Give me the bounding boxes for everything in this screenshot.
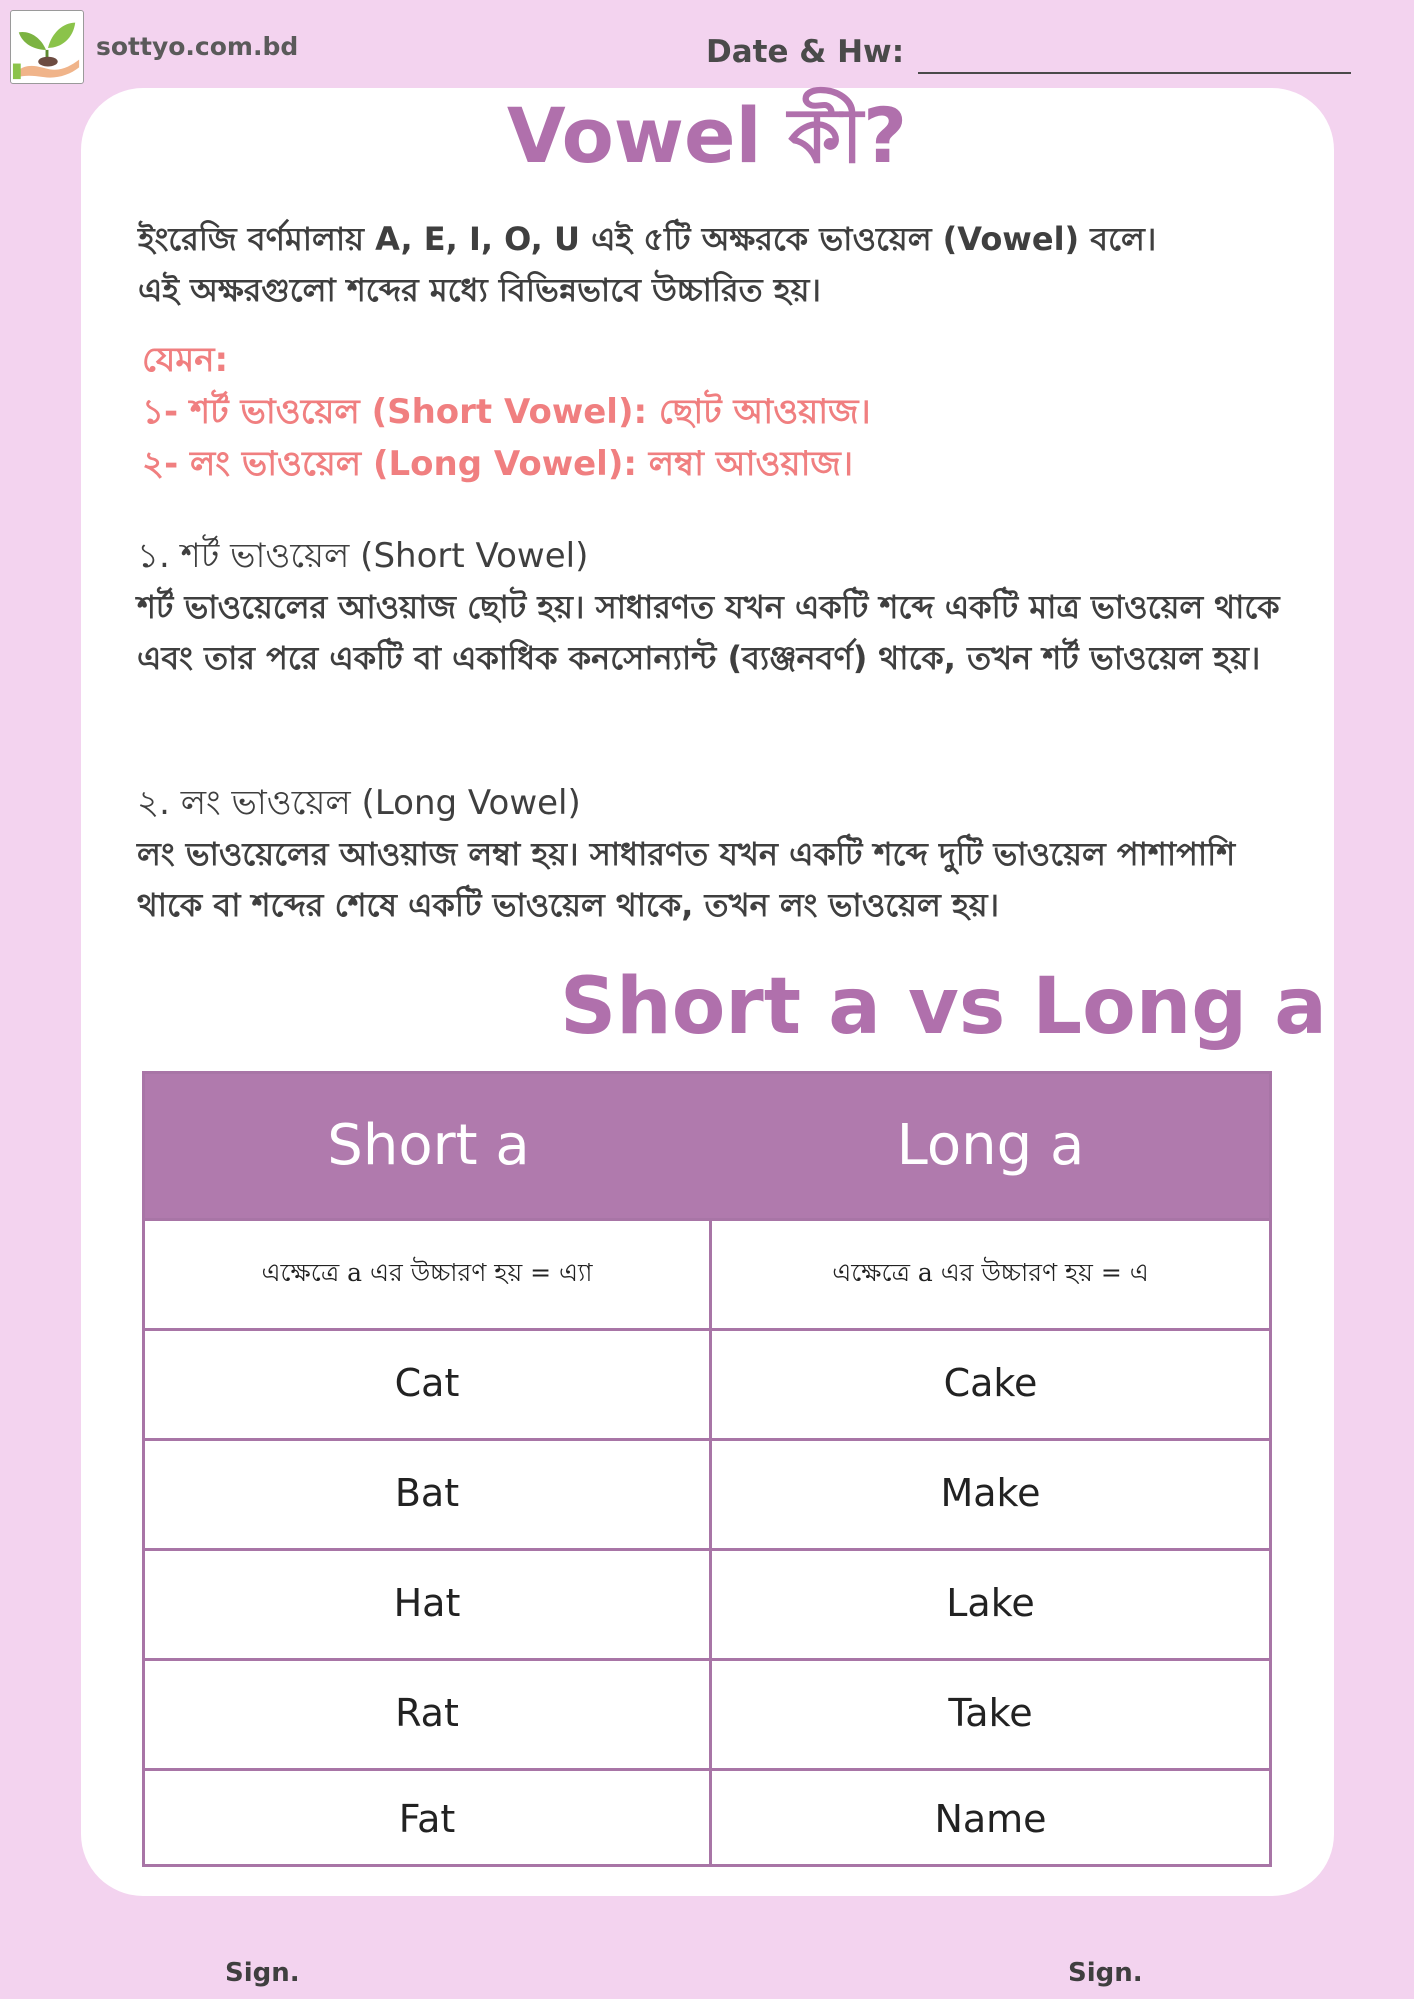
table-cell-long: Make	[940, 1471, 1041, 1515]
table-cell-long: Take	[948, 1691, 1033, 1735]
example-item-long: ২- লং ভাওয়েল (Long Vowel): লম্বা আওয়াজ।	[142, 444, 854, 484]
sign-left: Sign.	[225, 1958, 300, 1988]
site-name: sottyo.com.bd	[96, 32, 299, 61]
examples-label: যেমন:	[142, 340, 229, 380]
table-row	[145, 1658, 1269, 1768]
intro-paragraph	[138, 214, 1288, 316]
table-row	[145, 1328, 1269, 1438]
table-header-long-a: Long a	[896, 1113, 1085, 1178]
table-row	[145, 1548, 1269, 1658]
plant-hand-icon	[11, 11, 83, 83]
table-row	[145, 1438, 1269, 1548]
example-item-short: ১- শর্ট ভাওয়েল (Short Vowel): ছোট আওয়াজ।	[142, 392, 871, 432]
table-cell-short: Rat	[145, 1661, 712, 1768]
table-cell-short: Hat	[145, 1551, 712, 1658]
table-header-row	[145, 1074, 1269, 1218]
long-vowel-body: লং ভাওয়েলের আওয়াজ লম্বা হয়। সাধারণত যখন একটি শব্দে দুটি ভাওয়েল পাশাপাশি থাকে বা শব্দের শেষে একটি ভাওয়েল থাকে, তখন লং ভাওয়েল হয়।	[137, 835, 1236, 924]
table-row	[145, 1768, 1269, 1864]
short-vowel-section	[137, 530, 1287, 684]
intro-line-2: এই অক্ষরগুলো শব্দের মধ্যে বিভিন্নভাবে উচ্চারিত হয়।	[138, 271, 821, 309]
short-vowel-body: শর্ট ভাওয়েলের আওয়াজ ছোট হয়। সাধারণত যখন একটি শব্দে একটি মাত্র ভাওয়েল থাকে এবং তার পরে একটি বা একাধিক কনসোন্যান্ট (ব্যঞ্জনবর্ণ) থাকে, তখন শর্ট ভাওয়েল হয়।	[137, 588, 1280, 677]
table-cell-long: Lake	[946, 1581, 1035, 1625]
date-hw-label: Date & Hw:	[706, 34, 905, 70]
comparison-title: Short a vs Long a	[560, 962, 1327, 1052]
table-header-short-a: Short a	[327, 1113, 530, 1178]
table-note-row	[145, 1218, 1269, 1328]
long-vowel-heading: ২. লং ভাওয়েল (Long Vowel)	[137, 783, 581, 823]
intro-line-1: ইংরেজি বর্ণমালায় A, E, I, O, U এই ৫টি অক্ষরকে ভাওয়েল (Vowel) বলে।	[138, 220, 1157, 258]
table-cell-short: Cat	[145, 1331, 712, 1438]
date-hw-input-line[interactable]	[918, 72, 1351, 74]
vowel-comparison-table	[142, 1071, 1272, 1867]
table-note-long: এক্ষেত্রে a এর উচ্চারণ হয় = এ	[832, 1258, 1149, 1287]
sign-right: Sign.	[1068, 1958, 1143, 1988]
table-cell-long: Cake	[943, 1361, 1038, 1405]
table-cell-short: Bat	[145, 1441, 712, 1548]
examples-block	[142, 334, 1292, 490]
site-logo	[10, 10, 84, 84]
short-vowel-heading: ১. শর্ট ভাওয়েল (Short Vowel)	[137, 536, 589, 576]
table-cell-short: Fat	[145, 1771, 712, 1864]
table-cell-long: Name	[934, 1797, 1047, 1841]
table-note-short: এক্ষেত্রে a এর উচ্চারণ হয় = এ্যা	[145, 1221, 712, 1328]
long-vowel-section	[137, 777, 1287, 931]
page-title: Vowel কী?	[506, 91, 908, 180]
